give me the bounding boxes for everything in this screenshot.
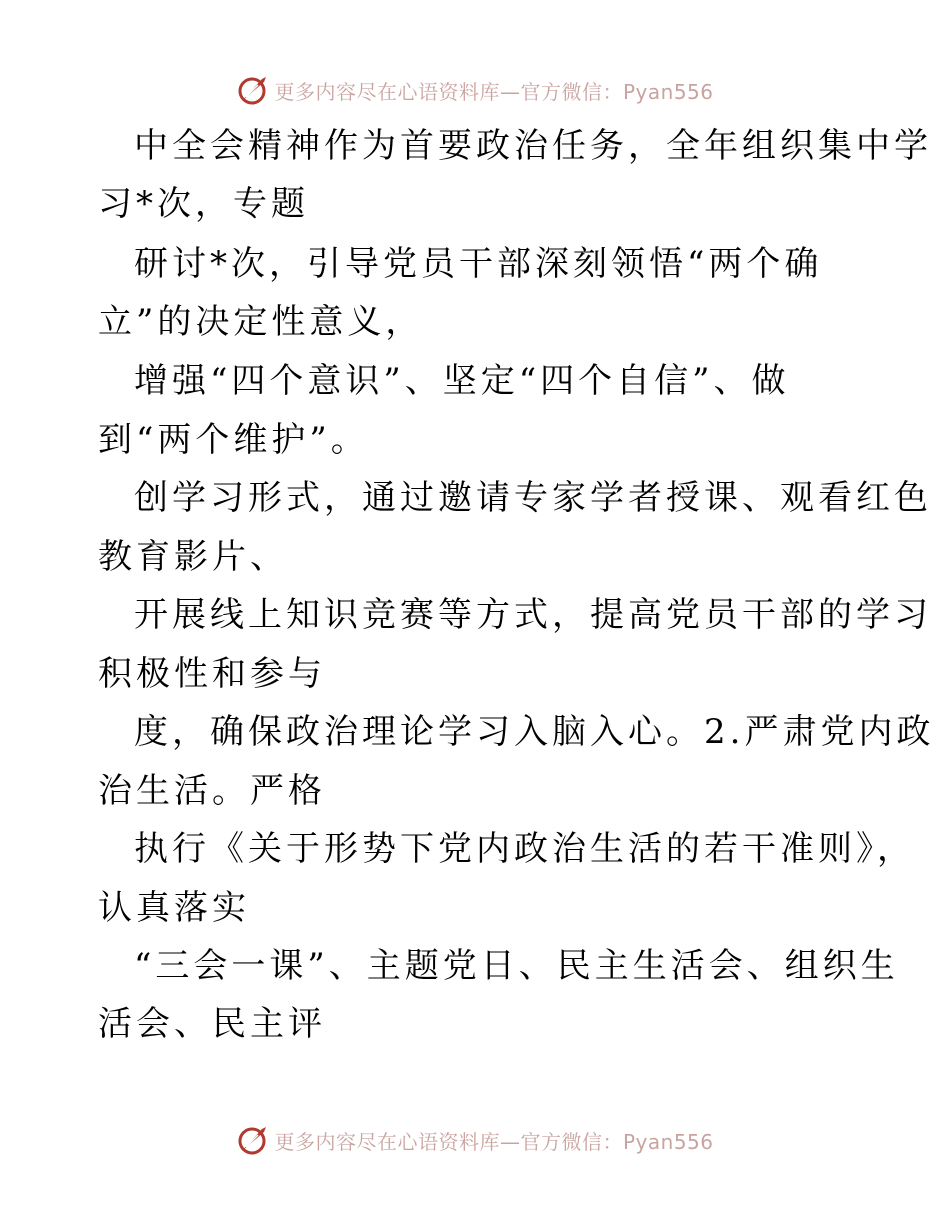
text-line: 立”的决定性意义， [98, 302, 424, 342]
text-line: 执行《关于形势下党内政治生活的若干准则》， [134, 829, 915, 869]
text-line: 教育影片、 [98, 537, 288, 577]
text-line: 活会、民主评 [98, 1004, 326, 1044]
text-line: 习*次，专题 [98, 184, 309, 224]
watermark-text: 更多内容尽在心语资料库—官方微信： [274, 1129, 623, 1154]
quill-logo-icon [236, 1123, 270, 1157]
header-watermark [0, 70, 950, 110]
footer-watermark [0, 1120, 950, 1160]
text-line: 开展线上知识竞赛等方式，提高党员干部的学习 [134, 595, 932, 635]
text-line: “三会一课”、主题党日、民主生活会、组织生 [134, 946, 899, 986]
watermark-wechat-id: Pyan556 [622, 79, 714, 104]
text-line: 积极性和参与 [98, 654, 326, 694]
text-line: 度，确保政治理论学习入脑入心。2.严肃党内政 [134, 712, 935, 752]
watermark-text: 更多内容尽在心语资料库—官方微信： [274, 79, 623, 104]
quill-logo-icon [236, 73, 270, 107]
text-line: 治生活。严格 [98, 771, 326, 811]
watermark-wechat-id: Pyan556 [622, 1129, 714, 1154]
text-line: 创学习形式，通过邀请专家学者授课、观看红色 [134, 478, 932, 518]
text-line: 到“两个维护”。 [98, 420, 369, 460]
text-line: 增强“四个意识”、坚定“四个自信”、做 [134, 361, 790, 401]
text-line: 中全会精神作为首要政治任务，全年组织集中学 [134, 126, 932, 166]
text-line: 研讨*次，引导党员干部深刻领悟“两个确 [134, 244, 823, 284]
text-line: 认真落实 [98, 888, 250, 928]
